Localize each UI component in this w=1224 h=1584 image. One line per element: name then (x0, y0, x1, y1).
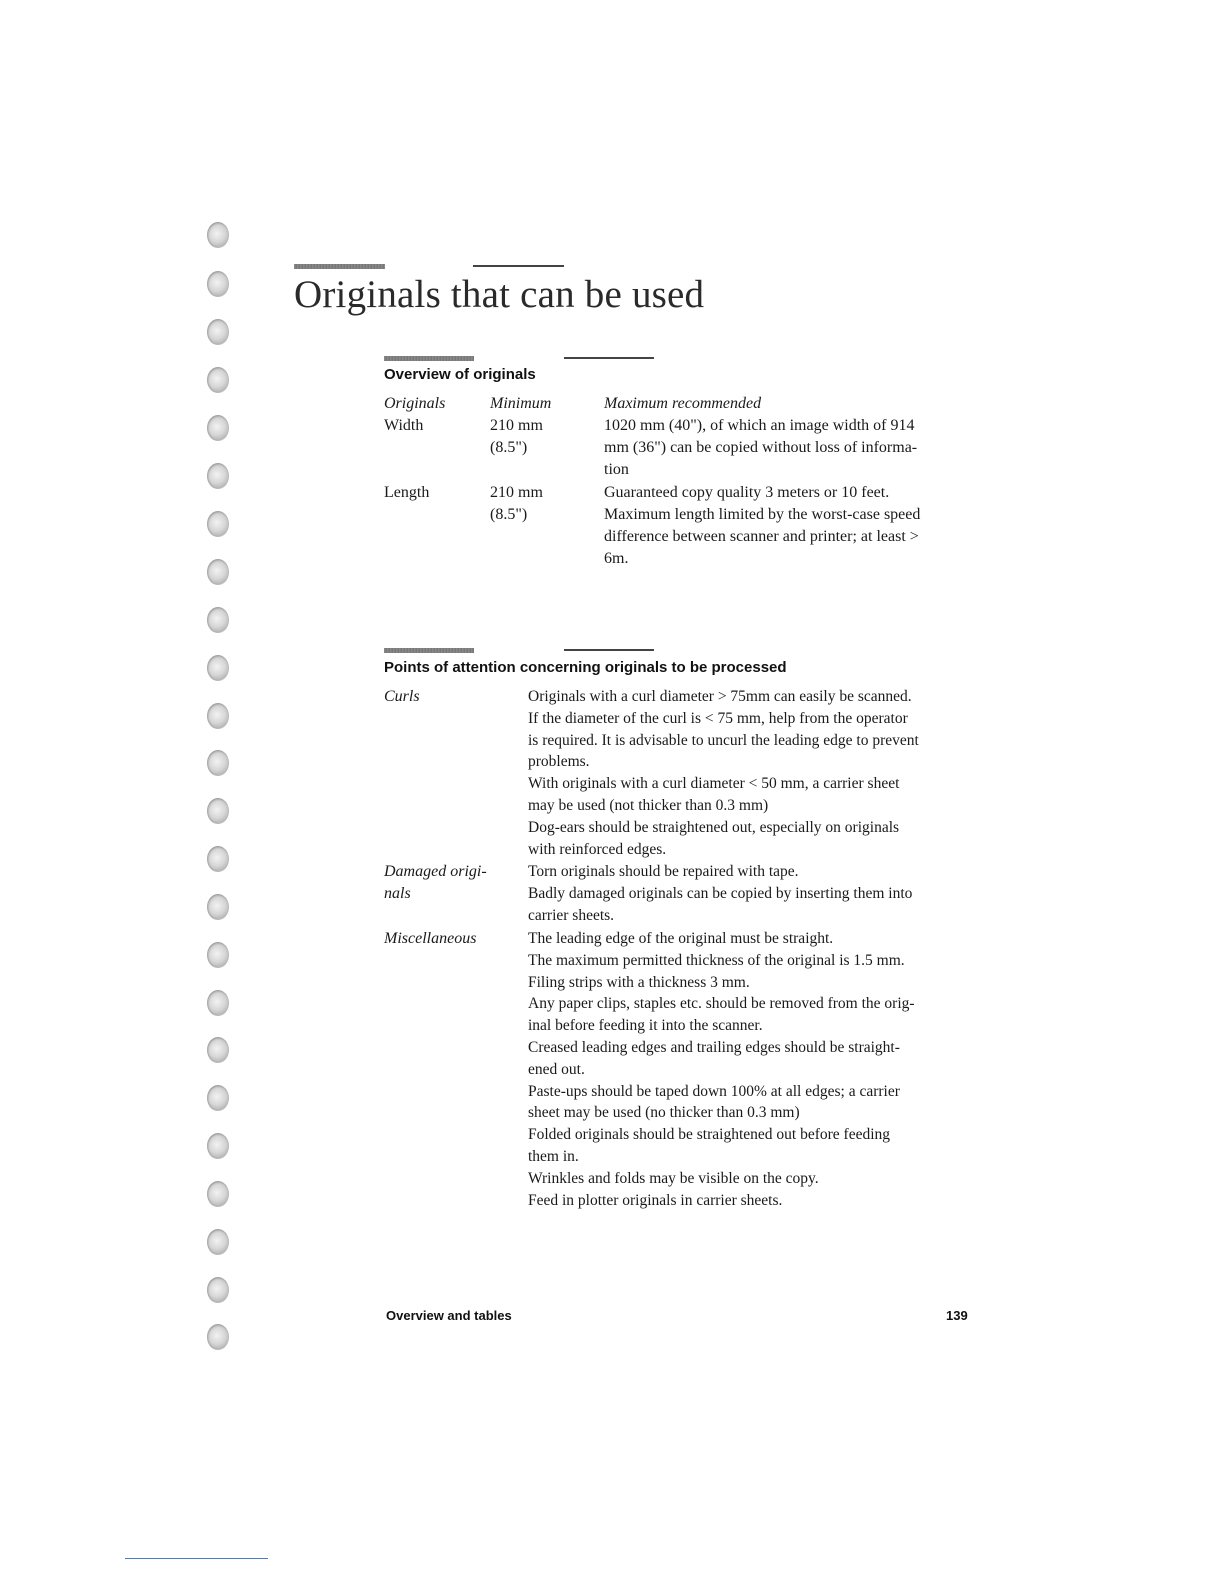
damaged-text (528, 861, 948, 926)
width-min-line: 210 mm (490, 417, 543, 434)
misc-line: sheet may be used (no thicker than 0.3 mm) (528, 1104, 800, 1122)
binder-hole-icon (207, 750, 229, 776)
length-max-line: 6m. (604, 550, 629, 567)
length-min-line: (8.5") (490, 506, 528, 523)
curls-line: If the diameter of the curl is < 75 mm, help from the operator (528, 709, 908, 727)
curls-text (528, 686, 948, 860)
curls-line: may be used (not thicker than 0.3 mm) (528, 796, 769, 814)
row-name-length: Length (384, 484, 430, 501)
length-min-line: 210 mm (490, 484, 543, 501)
binder-hole-icon (207, 1324, 229, 1350)
attention-heading: Points of attention concerning originals to be processed (384, 659, 787, 676)
binder-hole-icon (207, 271, 229, 297)
title-rule-right (473, 265, 564, 267)
miscellaneous-text (528, 928, 948, 1211)
damaged-label-line: Damaged origi- (384, 863, 487, 880)
width-max-line: tion (604, 461, 629, 478)
scan-artifact-line (125, 1558, 268, 1559)
misc-line: Feed in plotter originals in carrier sheets. (528, 1191, 783, 1209)
binder-hole-icon (207, 463, 229, 489)
binder-hole-icon (207, 798, 229, 824)
damaged-label-line: nals (384, 885, 411, 902)
misc-line: The maximum permitted thickness of the original is 1.5 mm. (528, 951, 905, 969)
binder-hole-icon (207, 655, 229, 681)
binder-hole-icon (207, 1277, 229, 1303)
width-max-line: 1020 mm (40"), of which an image width of 914 (604, 417, 915, 434)
curls-line: is required. It is advisable to uncurl the leading edge to prevent (528, 731, 919, 749)
curls-line: Dog-ears should be straightened out, especially on originals (528, 818, 900, 836)
binder-hole-icon (207, 1085, 229, 1111)
curls-line: with reinforced edges. (528, 840, 667, 858)
binder-hole-icon (207, 846, 229, 872)
title-rule-left (294, 264, 385, 269)
length-max-line: Maximum length limited by the worst-case speed (604, 506, 921, 523)
overview-heading: Overview of originals (384, 366, 536, 383)
misc-line: Wrinkles and folds may be visible on the copy. (528, 1169, 819, 1187)
binder-hole-icon (207, 1181, 229, 1207)
binder-hole-icon (207, 607, 229, 633)
binder-hole-icon (207, 703, 229, 729)
misc-line: Filing strips with a thickness 3 mm. (528, 973, 750, 991)
binder-hole-icon (207, 319, 229, 345)
attention-rule-right (564, 649, 654, 651)
row-name-width: Width (384, 417, 424, 434)
overview-rule-left (384, 356, 474, 361)
footer-section-name: Overview and tables (386, 1308, 512, 1323)
misc-line: Folded originals should be straightened out before feeding (528, 1126, 891, 1144)
curls-line: problems. (528, 753, 590, 771)
group-label-curls: Curls (384, 688, 420, 705)
binder-hole-icon (207, 990, 229, 1016)
binder-hole-icon (207, 511, 229, 537)
misc-line: The leading edge of the original must be straight. (528, 930, 834, 947)
binder-hole-icon (207, 894, 229, 920)
misc-line: them in. (528, 1147, 579, 1165)
damaged-line: Badly damaged originals can be copied by inserting them into (528, 884, 913, 902)
col-header-maximum: Maximum recommended (604, 395, 762, 412)
binder-hole-icon (207, 1133, 229, 1159)
misc-line: ened out. (528, 1060, 585, 1078)
damaged-line: Torn originals should be repaired with tape. (528, 863, 799, 880)
damaged-line: carrier sheets. (528, 906, 615, 924)
length-max-line: Guaranteed copy quality 3 meters or 10 feet. (604, 484, 890, 501)
width-max-line: mm (36") can be copied without loss of informa- (604, 439, 918, 456)
binder-holes (0, 0, 240, 1584)
curls-line: Originals with a curl diameter > 75mm can easily be scanned. (528, 688, 912, 705)
overview-rule-right (564, 357, 654, 359)
page-number: 139 (946, 1308, 968, 1323)
binder-hole-icon (207, 415, 229, 441)
curls-line: With originals with a curl diameter < 50 mm, a carrier sheet (528, 775, 900, 793)
col-header-originals: Originals (384, 395, 446, 412)
misc-line: Creased leading edges and trailing edges should be straight- (528, 1038, 900, 1056)
misc-line: inal before feeding it into the scanner. (528, 1017, 763, 1035)
length-max-line: difference between scanner and printer; at least > (604, 528, 919, 545)
col-header-minimum: Minimum (490, 395, 552, 412)
group-label-miscellaneous: Miscellaneous (384, 930, 477, 947)
misc-line: Any paper clips, staples etc. should be removed from the orig- (528, 995, 915, 1013)
binder-hole-icon (207, 1037, 229, 1063)
binder-hole-icon (207, 222, 229, 248)
attention-rule-left (384, 648, 474, 653)
page-title: Originals that can be used (294, 273, 705, 316)
group-label-damaged (384, 861, 487, 905)
binder-hole-icon (207, 1229, 229, 1255)
misc-line: Paste-ups should be taped down 100% at all edges; a carrier (528, 1082, 900, 1100)
binder-hole-icon (207, 942, 229, 968)
binder-hole-icon (207, 367, 229, 393)
binder-hole-icon (207, 559, 229, 585)
width-min-line: (8.5") (490, 439, 528, 456)
